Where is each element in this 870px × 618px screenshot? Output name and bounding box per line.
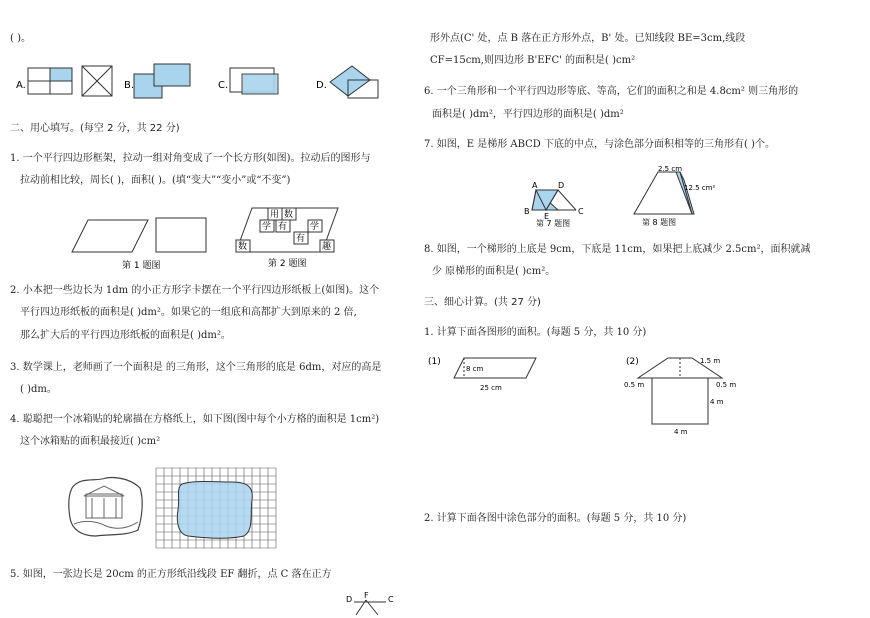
calc-fig1-label: (1) [428, 357, 441, 367]
figure-8-caption: 第 8 题图 [642, 218, 677, 227]
parallelogram-shape [72, 220, 148, 252]
section3-title: 三、细心计算。(共 27 分) [424, 297, 541, 308]
q5-line2: 形外点(C' 处，点 B 落在正方形外点，B' 处。已知线段 BE=3cm,线段 [430, 33, 746, 44]
fig5-label-d: D [346, 595, 353, 604]
q5-line1: 5. 如图，一张边长是 20cm 的正方形纸沿线段 EF 翻折，点 C 落在正方 [10, 569, 332, 580]
q4-line1: 4. 聪聪把一个冰箱贴的轮廓描在方格纸上，如下图(图中每个小方格的面积是 1cm²) [10, 414, 380, 425]
calc-fig2-label: (2) [626, 357, 639, 367]
calc-figure-1 [426, 350, 546, 399]
q8-line2: 少 原梯形的面积是( )cm²。 [432, 266, 556, 277]
calc1-title: 1. 计算下面各图形的面积。(每题 5 分，共 10 分) [424, 327, 647, 338]
card-char-6: 有 [296, 234, 306, 244]
option-figures [16, 62, 327, 105]
option-c-figure [230, 68, 278, 94]
q1-line1: 1. 一个平行四边形框架，拉动一组对角变成了一个长方形(如图)。拉动后的图形与 [10, 153, 371, 164]
calc-fig2-base: 4 m [674, 428, 688, 436]
figure-7 [520, 162, 592, 231]
figure-7-caption: 第 7 题图 [536, 219, 571, 228]
option-a-label: A. [16, 80, 26, 91]
calc-fig2-height: 4 m [710, 398, 724, 406]
figure-8 [628, 164, 724, 231]
card-char-2: 数 [284, 210, 294, 220]
option-a-figure [28, 68, 72, 94]
fig7-label-a: A [532, 181, 538, 190]
q6-line2: 面积是( )dm²，平行四边形的面积是( )dm² [432, 109, 624, 120]
calc-figure-2 [624, 350, 754, 439]
card-char-3: 学 [262, 222, 272, 232]
option-figures-svg [16, 62, 327, 102]
character-cards [236, 208, 334, 252]
figure-2 [232, 204, 352, 275]
calc2-title: 2. 计算下面各图中涂色部分的面积。(每题 5 分，共 10 分) [424, 513, 687, 524]
card-char-8: 趣 [322, 242, 332, 252]
figure-2-caption: 第 2 题图 [268, 259, 307, 269]
option-a2-figure [82, 66, 112, 96]
fridge-magnet-picture [66, 474, 146, 543]
option-d-label: D. [316, 80, 327, 91]
q3-line1: 3. 数学课上，老师画了一个面积是 的三角形，这个三角形的底是 6dm，对应的高是 [10, 362, 382, 373]
q8-line1: 8. 如图，一个梯形的上底是 9cm，下底是 11cm，如果把上底减少 2.5cm²，面积就减 [424, 244, 811, 255]
section2-title: 二、用心填写。(每空 2 分，共 22 分) [10, 123, 180, 134]
fig5-label-f: F [364, 591, 369, 600]
q5-line3: CF=15cm,则四边形 B'EFC' 的面积是( )cm² [430, 55, 636, 66]
calc-fig2-left: 0.5 m [624, 381, 645, 389]
q4-line2: 这个冰箱贴的面积最接近( )cm² [20, 436, 161, 447]
option-b-label: B. [124, 80, 135, 91]
fig8-label-area: 12.5 cm² [684, 184, 716, 192]
q2-line2: 平行四边形纸板的面积是( )dm²。如果它的一组底和高都扩大到原来的 2 倍, [20, 307, 357, 318]
q2-line1: 2. 小本把一些边长为 1dm 的小正方形字卡摆在一个平行四边形纸板上(如图)。这个 [10, 285, 380, 296]
figure-5 [344, 590, 404, 618]
card-char-5: 学 [310, 222, 320, 232]
q6-line1: 6. 一个三角形和一个平行四边形等底、等高，它们的面积之和是 4.8cm² 则三角形的 [424, 86, 799, 97]
option-c-label: C. [218, 80, 229, 91]
grid-svg [154, 466, 280, 552]
calc-fig2-top: 1.5 m [700, 357, 721, 365]
q3-line2: ( )dm。 [20, 384, 57, 395]
fig5-label-c: C [388, 595, 394, 604]
rectangle-shape [156, 218, 206, 252]
q1-line2: 拉动前相比较，周长( )，面积( )。(填“变大”“变小”或“不变”) [20, 175, 291, 186]
option-d-figure [326, 62, 386, 105]
card-char-4: 有 [278, 222, 288, 232]
q0-tail: ( )。 [10, 33, 31, 44]
fig7-label-c: C [578, 207, 584, 216]
q7-line1: 7. 如图，E 是梯形 ABCD 下底的中点，与涂色部分面积相等的三角形有( )个。 [424, 139, 775, 150]
card-char-7: 数 [238, 242, 248, 252]
magnet-outline [177, 482, 252, 539]
fig8-label-top: 2.5 cm [658, 165, 683, 173]
fig7-label-e: E [544, 212, 550, 221]
q2-line3: 那么扩大后的平行四边形纸板的面积是( )dm²。 [20, 330, 231, 341]
option-b-figure [134, 64, 190, 98]
fig7-label-b: B [524, 207, 530, 216]
calc-fig2-right: 0.5 m [716, 381, 737, 389]
card-char-1: 用 [270, 210, 280, 220]
fig7-label-d: D [558, 181, 565, 190]
calc-fig1-base: 25 cm [480, 384, 502, 392]
calc-fig1-height: 8 cm [466, 365, 484, 373]
grid-paper [154, 466, 280, 555]
figure-1-caption: 第 1 题图 [122, 261, 161, 271]
figure-1 [68, 212, 228, 275]
